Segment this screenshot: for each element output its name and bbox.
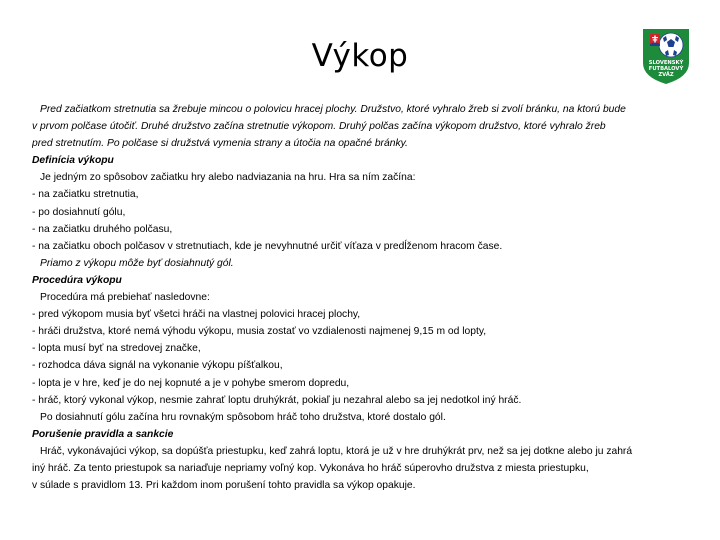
definition-text: Je jedným zo spôsobov začiatku hry alebo nadviazania na hru. Hra sa ním začína: — [40, 172, 416, 184]
violations-line-1: Hráč, vykonávajúci výkop, sa dopúšťa priestupku, keď zahrá loptu, ktorá je už v hre druhýkrát prv, než sa jej dotkne alebo ju zahrá — [40, 445, 633, 457]
list-item: - lopta musí byť na stredovej značke, — [32, 343, 201, 355]
procedure-intro: Procedúra má prebiehať nasledovne: — [40, 292, 210, 304]
definition-note: Priamo z výkopu môže byť dosiahnutý gól. — [40, 257, 234, 269]
list-item: - na začiatku oboch polčasov v stretnutiach, kde je nevyhnutné určiť víťaza v predĺženom hracom čase. — [32, 240, 503, 252]
intro-line-1: Pred začiatkom stretnutia sa žrebuje mincou o polovicu hracej plochy. Družstvo, ktoré vyhralo žreb si zvolí bránku, na ktorú bude — [40, 104, 626, 115]
sfz-logo — [641, 27, 691, 85]
list-item: - na začiatku stretnutia, — [32, 189, 139, 201]
list-item: - na začiatku druhého polčasu, — [32, 223, 173, 235]
violations-line-3: v súlade s pravidlom 13. Pri každom inom porušení tohto pravidla sa výkop opakuje. — [32, 480, 416, 492]
logo-text: SLOVENSKÝ FUTBALOVÝ ZVÄZ — [648, 60, 684, 78]
page-title: Výkop — [311, 38, 409, 74]
section-heading-violations: Porušenie pravidla a sankcie — [32, 428, 174, 440]
intro-line-3: pred stretnutím. Po polčase si družstvá vymenia strany a útočia na opačné bránky. — [32, 138, 408, 150]
section-heading-procedure: Procedúra výkopu — [32, 274, 122, 286]
intro-line-2: v prvom polčase útočiť. Druhé družstvo začína stretnutie výkopom. Druhý polčas začína výkopom družstvo, ktoré vyhralo žreb — [32, 121, 606, 133]
list-item: - hráč, ktorý vykonal výkop, nesmie zahrať loptu druhýkrát, pokiaľ ju nezahral alebo sa jej nedotkol iný hráč. — [32, 394, 522, 406]
list-item: - pred výkopom musia byť všetci hráči na vlastnej polovici hracej plochy, — [32, 309, 361, 321]
document-body — [32, 101, 682, 494]
violations-line-2: iný hráč. Za tento priestupok sa nariaďuje nepriamy voľný kop. Vykonáva ho hráč súperovho družstva z miesta priestupku, — [32, 462, 589, 474]
list-item: - lopta je v hre, keď je do nej kopnuté a je v pohybe smerom dopredu, — [32, 377, 350, 389]
section-heading-definition: Definícia výkopu — [32, 155, 114, 167]
procedure-note: Po dosiahnutí gólu začína hru rovnakým spôsobom hráč toho družstva, ktoré dostalo gól. — [40, 411, 446, 423]
list-item: - rozhodca dáva signál na vykonanie výkopu píšťalkou, — [32, 360, 283, 372]
list-item: - hráči družstva, ktoré nemá výhodu výkopu, musia zostať vo vzdialenosti najmenej 9,15 m od lopty, — [32, 326, 487, 338]
list-item: - po dosiahnutí gólu, — [32, 206, 126, 218]
